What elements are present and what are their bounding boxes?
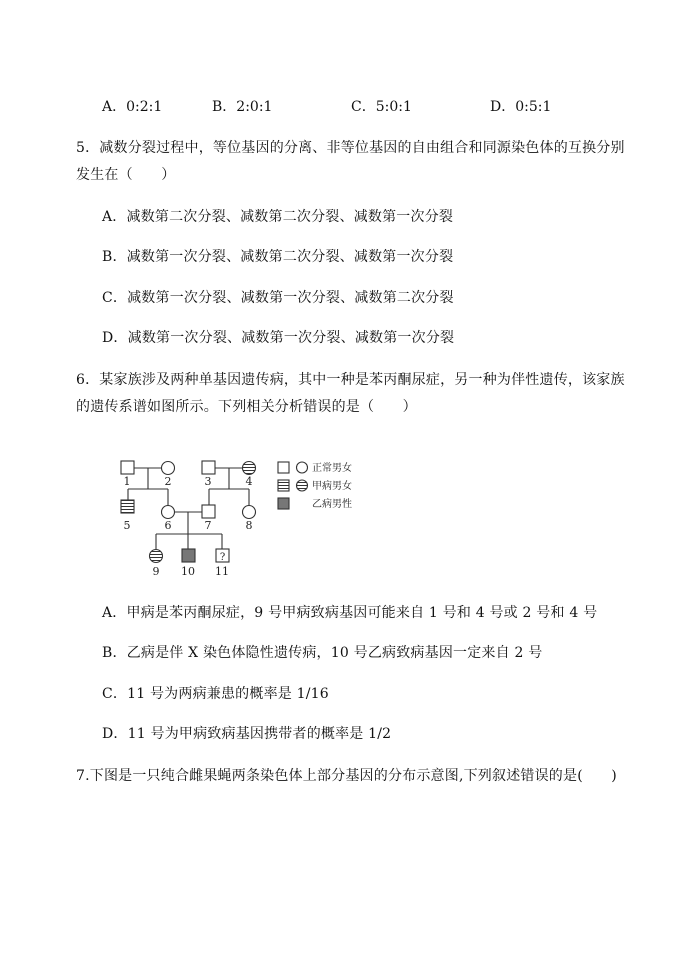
q5-option-a: A．减数第二次分裂、减数第二次分裂、减数第一次分裂 (102, 209, 454, 225)
q6-option-c: C．11 号为两病兼患的概率是 1/16 (102, 686, 329, 702)
legend-disease-a-male-icon (278, 480, 289, 491)
pedigree-number-6: 6 (164, 519, 172, 532)
pedigree-number-4: 4 (245, 475, 253, 488)
legend-disease-a-label: 甲病男女 (312, 481, 352, 492)
q5-stem-line2: 发生在（ ） (76, 167, 176, 183)
pedigree-number-1: 1 (123, 475, 131, 488)
pedigree-unknown-mark: ? (219, 552, 226, 563)
legend-disease-a-female-icon (297, 480, 308, 491)
q4-option-d: D．0:5:1 (490, 99, 552, 115)
pedigree-number-9: 9 (152, 565, 160, 578)
pedigree-individual-8 (243, 506, 256, 519)
q4-option-c: C．5:0:1 (351, 99, 412, 115)
legend-disease-b-male-icon (278, 498, 289, 509)
q5-stem-line1: 5．减数分裂过程中，等位基因的分离、非等位基因的自由组合和同源染色体的互换分别 (76, 140, 625, 156)
pedigree-individual-7 (202, 505, 215, 518)
q5-option-b: B．减数第一次分裂、减数第二次分裂、减数第一次分裂 (102, 249, 454, 265)
pedigree-number-8: 8 (245, 519, 253, 532)
pedigree-individual-1 (121, 461, 134, 474)
q4-options (102, 96, 582, 116)
pedigree-individual-4 (243, 462, 256, 475)
pedigree-individual-9 (150, 550, 163, 563)
pedigree-diagram (100, 445, 390, 580)
pedigree-number-5: 5 (123, 519, 131, 532)
legend-normal-female-icon (297, 462, 308, 473)
pedigree-number-2: 2 (164, 475, 172, 488)
legend-normal-male-icon (278, 462, 289, 473)
pedigree-number-10: 10 (181, 565, 195, 578)
pedigree-individual-2 (162, 462, 175, 475)
pedigree-individual-10 (182, 549, 195, 562)
q7-stem: 7.下图是一只纯合雌果蝇两条染色体上部分基因的分布示意图,下列叙述错误的是( ) (76, 768, 617, 784)
q5-option-c: C．减数第一次分裂、减数第一次分裂、减数第二次分裂 (102, 290, 454, 306)
pedigree-number-3: 3 (204, 475, 212, 488)
q6-option-d: D．11 号为甲病致病基因携带者的概率是 1/2 (102, 726, 392, 742)
q4-option-a: A．0:2:1 (102, 99, 163, 115)
pedigree-individual-5 (121, 500, 134, 513)
pedigree-individual-3 (202, 461, 215, 474)
q4-option-b: B．2:0:1 (212, 99, 273, 115)
pedigree-individual-6 (162, 506, 175, 519)
pedigree-number-7: 7 (204, 519, 212, 532)
q5-option-d: D．减数第一次分裂、减数第一次分裂、减数第一次分裂 (102, 330, 455, 346)
q6-option-a: A．甲病是苯丙酮尿症，9 号甲病致病基因可能来自 1 号和 4 号或 2 号和 4 号 (102, 605, 598, 621)
legend-disease-b-label: 乙病男性 (312, 499, 352, 510)
legend-normal-label: 正常男女 (312, 463, 352, 474)
q6-stem-line1: 6．某家族涉及两种单基因遗传病，其中一种是苯丙酮尿症，另一种为伴性遗传，该家族 (76, 372, 625, 388)
pedigree-number-11: 11 (215, 565, 229, 578)
q6-option-b: B．乙病是伴 X 染色体隐性遗传病，10 号乙病致病基因一定来自 2 号 (102, 645, 543, 661)
q6-stem-line2: 的遗传系谱如图所示。下列相关分析错误的是（ ） (76, 399, 417, 415)
